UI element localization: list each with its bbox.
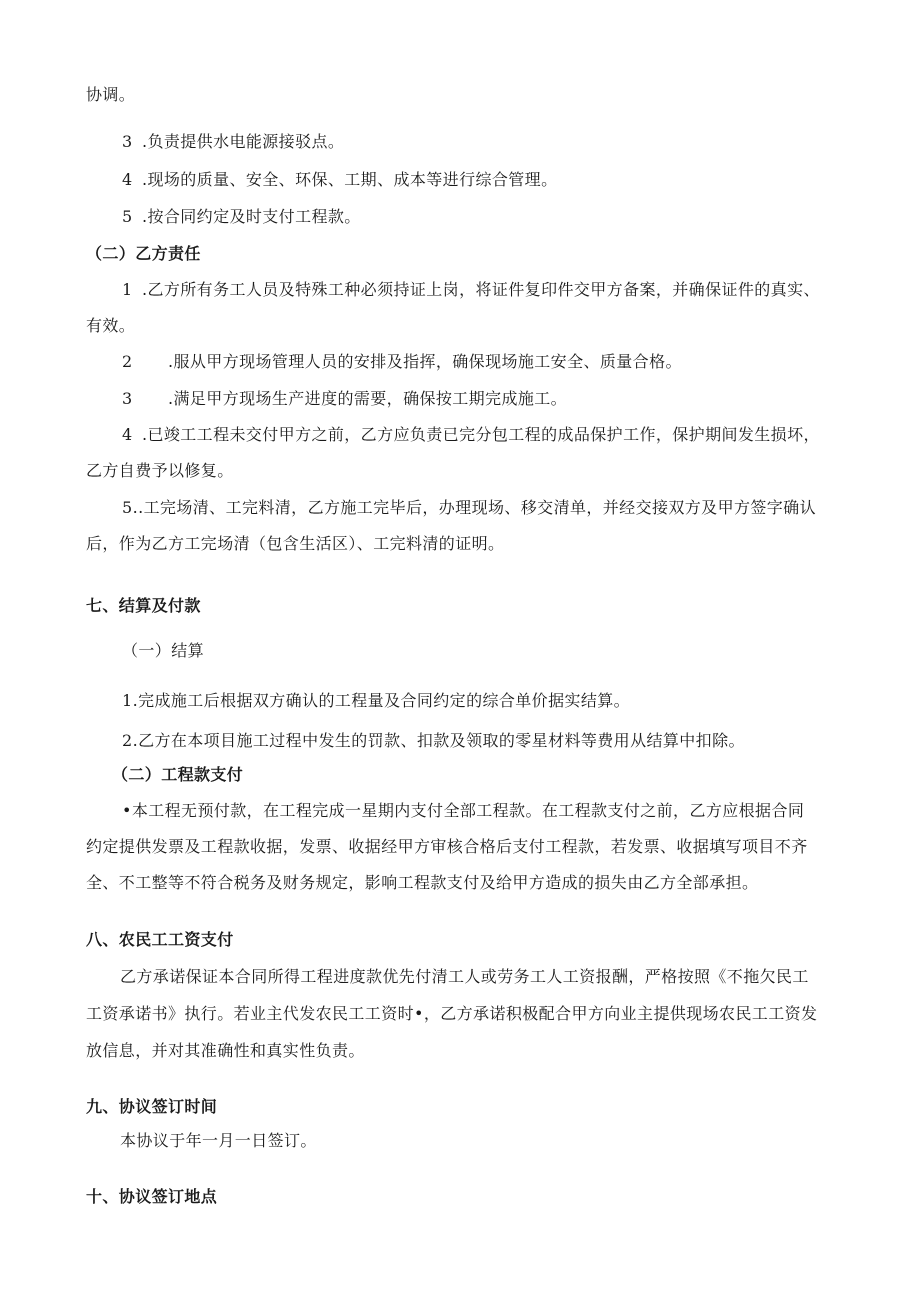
item-text: .工完场清、工完料清，乙方施工完毕后，办理现场、移交清单，并经交接双方及甲方签字确认 — [138, 498, 816, 517]
item-text: .满足甲方现场生产进度的需要，确保按工期完成施工。 — [168, 389, 568, 408]
yi-item-3 — [122, 388, 567, 410]
item-text: .已竣工工程未交付甲方之前，乙方应负责已完分包工程的成品保护工作，保护期间发生损坏， — [142, 425, 820, 444]
settlement-item-2: 2.乙方在本项目施工过程中发生的罚款、扣款及领取的零星材料等费用从结算中扣除。 — [122, 731, 745, 750]
jia-item-5 — [122, 206, 361, 228]
item-number: 4 — [122, 425, 133, 444]
payment-line-1: •本工程无预付款，在工程完成一星期内支付全部工程款。在工程款支付之前，乙方应根据合同 — [122, 801, 805, 820]
item-text: .乙方所有务工人员及特殊工种必须持证上岗，将证件复印件交甲方备案，并确保证件的真实、 — [142, 280, 820, 299]
payment-line-2: 约定提供发票及工程款收据，发票、收据经甲方审核合格后支付工程款，若发票、收据填写项目不齐 — [86, 837, 808, 856]
jia-item-3 — [122, 131, 344, 153]
yi-item-5-line1 — [122, 497, 816, 519]
signing-time-line: 本协议于年一月一日签订。 — [120, 1131, 317, 1150]
item-number: 5 — [122, 207, 133, 226]
yi-item-5-line2: 后，作为乙方工完场清（包含生活区）、工完料清的证明。 — [86, 534, 505, 553]
settlement-item-1: 1.完成施工后根据双方确认的工程量及合同约定的综合单价据实结算。 — [122, 691, 631, 710]
yi-item-1-line1 — [122, 279, 820, 301]
section-9-heading: 九、协议签订时间 — [86, 1097, 218, 1116]
continuation-text: 协调。 — [86, 85, 136, 104]
item-number: 3 — [122, 389, 133, 408]
item-number: 1 — [122, 280, 133, 299]
item-text: .现场的质量、安全、环保、工期、成本等进行综合管理。 — [142, 170, 558, 189]
jia-item-4 — [122, 169, 558, 191]
yi-item-4-line2: 乙方自费予以修复。 — [86, 461, 234, 480]
yi-item-2 — [122, 351, 682, 373]
yi-heading: （二）乙方责任 — [86, 244, 201, 263]
item-number: 4 — [122, 170, 133, 189]
wage-line-3: 放信息，并对其准确性和真实性负责。 — [86, 1041, 365, 1060]
item-text: .服从甲方现场管理人员的安排及指挥，确保现场施工安全、质量合格。 — [168, 352, 682, 371]
section-7-sub-settlement: （一）结算 — [122, 641, 205, 660]
yi-item-1-line2: 有效。 — [86, 316, 136, 335]
wage-line-1: 乙方承诺保证本合同所得工程进度款优先付清工人或劳务工人工资报酬，严格按照《不拖欠民工 — [120, 967, 809, 986]
item-number: 5. — [122, 498, 139, 517]
section-7-heading: 七、结算及付款 — [86, 596, 201, 615]
item-number: 2 — [122, 352, 133, 371]
item-text: .负责提供水电能源接驳点。 — [142, 132, 345, 151]
section-10-heading: 十、协议签订地点 — [86, 1187, 218, 1206]
payment-line-3: 全、不工整等不符合税务及财务规定，影响工程款支付及给甲方造成的损失由乙方全部承担。 — [86, 873, 759, 892]
section-7-sub-payment: （二）工程款支付 — [112, 765, 244, 784]
item-text: .按合同约定及时支付工程款。 — [142, 207, 361, 226]
item-number: 3 — [122, 132, 133, 151]
section-8-heading: 八、农民工工资支付 — [86, 930, 234, 949]
wage-line-2: 工资承诺书》执行。若业主代发农民工工资时•，乙方承诺积极配合甲方向业主提供现场农民工工资发 — [86, 1004, 818, 1023]
yi-item-4-line1 — [122, 424, 820, 446]
